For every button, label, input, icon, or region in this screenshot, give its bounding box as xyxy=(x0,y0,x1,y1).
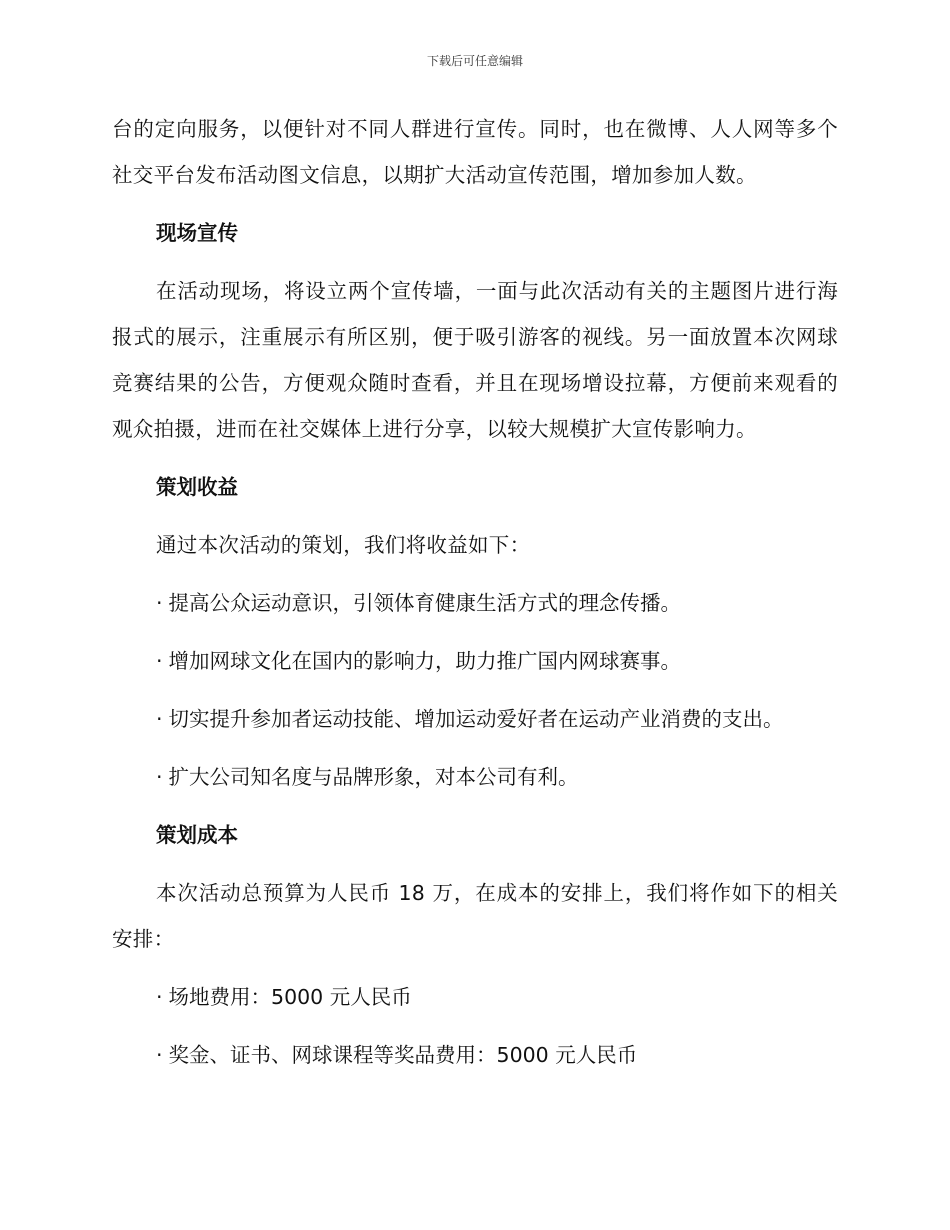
section-heading-planning-cost: 策划成本 xyxy=(156,823,238,847)
list-item-text: 奖金、证书、网球课程等奖品费用：5000 元人民币 xyxy=(168,1043,638,1067)
paragraph-intro-continued: 台的定向服务，以便针对不同人群进行宣传。同时，也在微博、人人网等多个社交平台发布活动图文信息，以期扩大活动宣传范围，增加参加人数。 xyxy=(112,117,838,187)
list-item xyxy=(112,1032,838,1078)
list-item xyxy=(112,974,838,1020)
bullet-dot: · xyxy=(156,707,163,731)
page-header: 下载后可任意编辑 xyxy=(426,54,523,68)
list-item-text: 增加网球文化在国内的影响力，助力推广国内网球赛事。 xyxy=(168,649,682,673)
list-item-text: 扩大公司知名度与品牌形象，对本公司有利。 xyxy=(168,765,579,789)
list-item xyxy=(112,754,838,800)
list-item-text: 场地费用：5000 元人民币 xyxy=(168,985,412,1009)
bullet-dot: · xyxy=(156,765,163,789)
bullet-dot: · xyxy=(156,591,163,615)
list-item xyxy=(112,580,838,626)
bullet-dot: · xyxy=(156,985,163,1009)
list-item xyxy=(112,638,838,684)
document-body xyxy=(112,106,838,1090)
list-item-text: 切实提升参加者运动技能、增加运动爱好者在运动产业消费的支出。 xyxy=(168,707,784,731)
bullet-dot: · xyxy=(156,1043,163,1067)
list-item-text: 提高公众运动意识，引领体育健康生活方式的理念传播。 xyxy=(168,591,682,615)
paragraph-cost-intro: 本次活动总预算为人民币 18 万，在成本的安排上，我们将作如下的相关安排： xyxy=(112,881,838,951)
list-item xyxy=(112,696,838,742)
paragraph-onsite-promotion: 在活动现场，将设立两个宣传墙，一面与此次活动有关的主题图片进行海报式的展示，注重展示有所区别，便于吸引游客的视线。另一面放置本次网球竞赛结果的公告，方便观众随时查看，并且在现场增设拉幕，方便前来观看的观众拍摄，进而在社交媒体上进行分享，以较大规模扩大宣传影响力。 xyxy=(112,279,838,441)
paragraph-benefits-intro: 通过本次活动的策划，我们将收益如下： xyxy=(156,533,531,557)
section-heading-planning-benefits: 策划收益 xyxy=(156,475,238,499)
section-heading-onsite-promotion: 现场宣传 xyxy=(156,221,238,245)
bullet-dot: · xyxy=(156,649,163,673)
